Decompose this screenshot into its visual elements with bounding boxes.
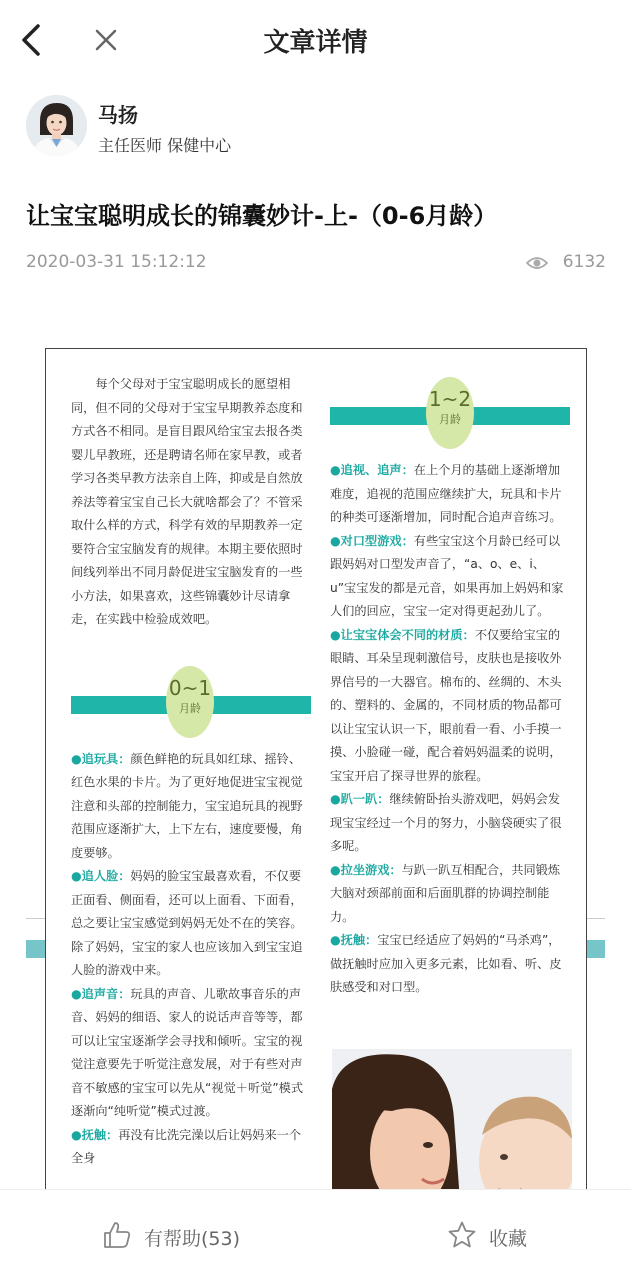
author-title: 主任医师 保健中心 [98,136,232,155]
bottom-action-bar [0,1189,631,1280]
list-item [71,1124,311,1171]
item-text: 继续俯卧抬头游戏吧，妈妈会发现宝宝经过一个月的努力，小脑袋硬实了很多呢。 [330,792,562,853]
helpful-label: 有帮助(53) [144,1228,241,1250]
item-text: 妈妈的脸宝宝最喜欢看，不仅要正面看、侧面看，还可以上面看、下面看，总之要让宝宝感觉到妈妈无处不在的笑容。除了妈妈，宝宝的家人也应该加入到宝宝追人脸的游戏中来。 [71,869,303,977]
item-keyword: 追人脸： [81,869,131,883]
item-keyword: 抚触： [81,1127,119,1142]
intro-paragraph: 每个父母对于宝宝聪明成长的愿望相同，但不同的父母对于宝宝早期教养态度和方式各不相同。是盲目跟风给宝宝去报各类婴儿早教班，还是聘请名师在家早教，或者学习各类早教方法亲自上阵，抑或是自然放养法等着宝宝自己长大就啥都会了？不管采取什么样的方式，科学有效的早期教养一定要符合宝宝脑发育的规律。本期主要依照时间线列举出不同月龄促进宝宝脑发育的一些小方法，如果喜欢，这些锦囊妙计尽请拿走，在实践中检验成效吧。 [71,377,303,626]
side-band-right [587,940,605,958]
bullet-icon: ● [330,792,341,806]
doc-column-right [330,373,570,1000]
item-keyword: 追玩具： [81,751,131,766]
item-keyword: 抚触： [340,933,378,947]
item-text: 颜色鲜艳的玩具如红球、摇铃、红色水果的卡片。为了更好地促进宝宝视觉注意和头部的控制能力，宝宝追玩具的视野范围应逐渐扩大，上下左右，速度要慢，角度要够。 [71,751,303,860]
item-text: 在上个月的基础上逐渐增加难度，追视的范围应继续扩大，玩具和卡片的种类可逐渐增加，同时配合追声音练习。 [330,463,562,524]
age-range: 1~2 [428,387,472,411]
age-circle [426,377,474,449]
page-title: 文章详情 [263,28,368,58]
age-unit: 月龄 [179,701,201,715]
list-item [330,788,570,859]
list-item [330,929,570,1000]
side-divider-right [587,918,605,919]
nav-bar [0,0,631,80]
bullet-icon: ● [71,869,82,883]
item-text: 玩具的声音、儿歌故事音乐的声音、妈妈的细语、家人的说话声音等等，都可以让宝宝逐渐学会寻找和倾听。宝宝的视觉注意要先于听觉注意发展，对于有些对声音不敏感的宝宝可以先从“视觉＋听觉”模式逐渐向“纯听觉”模式过渡。 [71,986,304,1118]
bullet-icon: ● [71,986,82,1001]
bullet-icon: ● [330,627,341,642]
article-meta [26,252,606,276]
author-card[interactable] [26,95,586,157]
list-item [330,624,570,789]
item-keyword: 追视、追声： [340,463,414,477]
age-band-1-2 [330,371,570,459]
bullet-icon: ● [71,751,82,766]
avatar[interactable] [26,95,87,156]
item-text: 与趴一趴互相配合，共同锻炼大脑对颈部前面和后面肌群的协调控制能力。 [330,862,561,924]
age-unit: 月龄 [439,413,461,426]
age-circle [166,666,214,738]
list-item [330,530,570,624]
age-range: 0~1 [168,675,212,700]
item-keyword: 趴一趴： [340,792,390,806]
thumbs-up-icon [102,1220,132,1250]
list-item [330,859,570,930]
item-keyword: 对口型游戏： [340,533,414,548]
item-keyword: 让宝宝体会不同的材质： [340,627,475,642]
author-name: 马扬 [98,103,138,127]
bullet-icon: ● [330,533,341,548]
bullet-icon: ● [330,463,341,477]
item-text: 宝宝已经适应了妈妈的“马杀鸡”，做抚触时应加入更多元素，比如看、听、皮肤感受和对口型。 [330,933,562,994]
list-item [71,983,311,1124]
item-text: 有些宝宝这个月龄已经可以跟妈妈对口型发声音了，“a、o、e、i、u”宝宝发的都是元音，如果再加上妈妈和家人们的回应，宝宝一定对得更起劲儿了。 [330,533,564,618]
side-divider-left [26,918,45,919]
article-date: 2020-03-31 15:12:12 [26,252,207,272]
favorite-label: 收藏 [489,1228,528,1250]
eye-icon [526,254,548,272]
list-item [330,459,570,530]
article-image[interactable] [45,348,587,1228]
item-keyword: 追声音： [81,986,131,1001]
doc-column-left [71,373,311,1171]
age-band-0-1 [71,660,311,748]
star-icon [447,1220,477,1250]
side-band-left [26,940,45,958]
item-keyword: 拉坐游戏： [340,862,402,877]
list-item [71,865,311,983]
article-title: 让宝宝聪明成长的锦囊妙计-上-（0-6月龄） [26,202,498,230]
bullet-icon: ● [330,933,341,947]
view-count: 6132 [562,252,606,272]
bullet-icon: ● [330,862,341,877]
item-text: 不仅要给宝宝的眼睛、耳朵呈现刺激信号，皮肤也是接收外界信号的一大器官。棉布的、丝绸的、木头的、塑料的、金属的，不同材质的物品都可以让宝宝认识一下，眼前看一看、小手摸一摸、小脸碰一碰，配合着妈妈温柔的说明，宝宝开启了探寻世界的旅程。 [330,627,562,783]
item-text: 再没有比洗完澡以后让妈妈来一个全身 [71,1127,302,1165]
bullet-icon: ● [71,1127,82,1142]
list-item [71,748,311,866]
